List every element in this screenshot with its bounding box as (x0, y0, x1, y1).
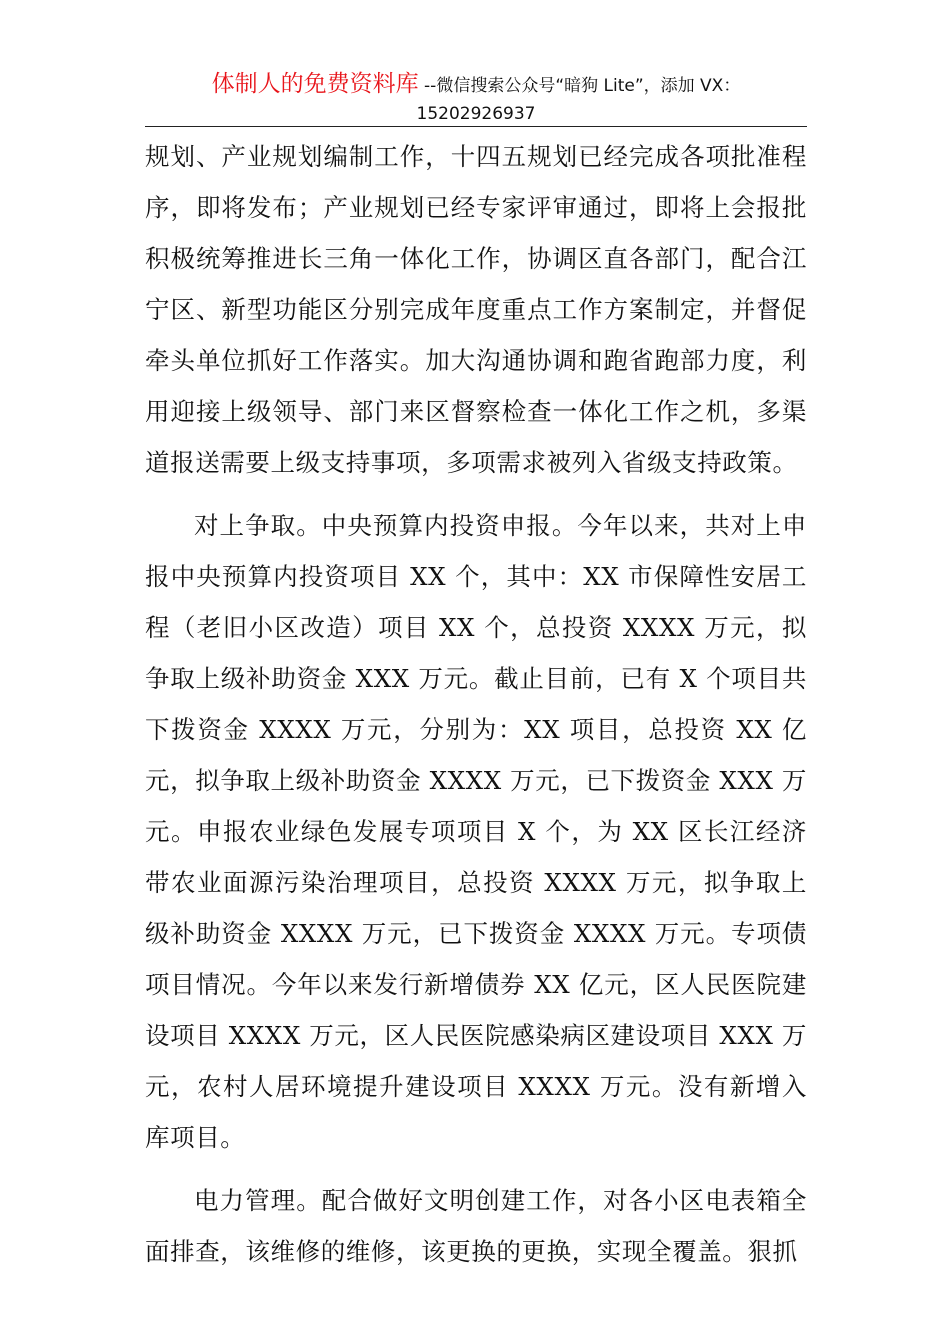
paragraph-power-management: 电力管理。配合做好文明创建工作，对各小区电表箱全面排查，该维修的维修，该更换的更换，实现全覆盖。狠抓 (145, 1186, 807, 1266)
page-header (145, 70, 807, 128)
header-line-1 (145, 70, 807, 100)
header-brand: 体制人的免费资料库 (211, 71, 419, 97)
paragraph-funding-requests: 对上争取。中央预算内投资申报。今年以来，共对上申报中央预算内投资项目 XX 个，其中：XX 市保障性安居工程（老旧小区改造）项目 XX 个，总投资 XXXX 万元，拟争取上级补助资金 XXX 万元。截止目前，已有 X 个项目共下拨资金 XXXX 万元，分别为：XX 项目，总投资 XX 亿元，拟争取上级补助资金 XXXX 万元，已下拨资金 XXX 万元。申报农业绿色发展专项项目 X 个，为 XX 区长江经济带农业面源污染治理项目，总投资 XXXX 万元，拟争取上级补助资金 XXXX 万元，已下拨资金 XXXX 万元。专项债项目情况。今年以来发行新增债券 XX 亿元，区人民医院建设项目 XXXX 万元，区人民医院感染病区建设项目 XXX 万元，农村人居环境提升建设项目 XXXX 万元。没有新增入库项目。 (145, 511, 807, 1152)
header-contact-number: 15202926937 (416, 104, 536, 124)
header-divider (145, 126, 807, 127)
header-contact-info: --微信搜索公众号“暗狗 Lite”，添加 VX： (418, 76, 741, 96)
document-body (145, 131, 807, 1277)
paragraph-plan-continuation: 规划、产业规划编制工作，十四五规划已经完成各项批准程序，即将发布；产业规划已经专家评审通过，即将上会报批积极统筹推进长三角一体化工作，协调区直各部门，配合江宁区、新型功能区分别完成年度重点工作方案制定，并督促牵头单位抓好工作落实。加大沟通协调和跑省跑部力度，利用迎接上级领导、部门来区督察检查一体化工作之机，多渠道报送需要上级支持事项，多项需求被列入省级支持政策。 (145, 142, 807, 477)
